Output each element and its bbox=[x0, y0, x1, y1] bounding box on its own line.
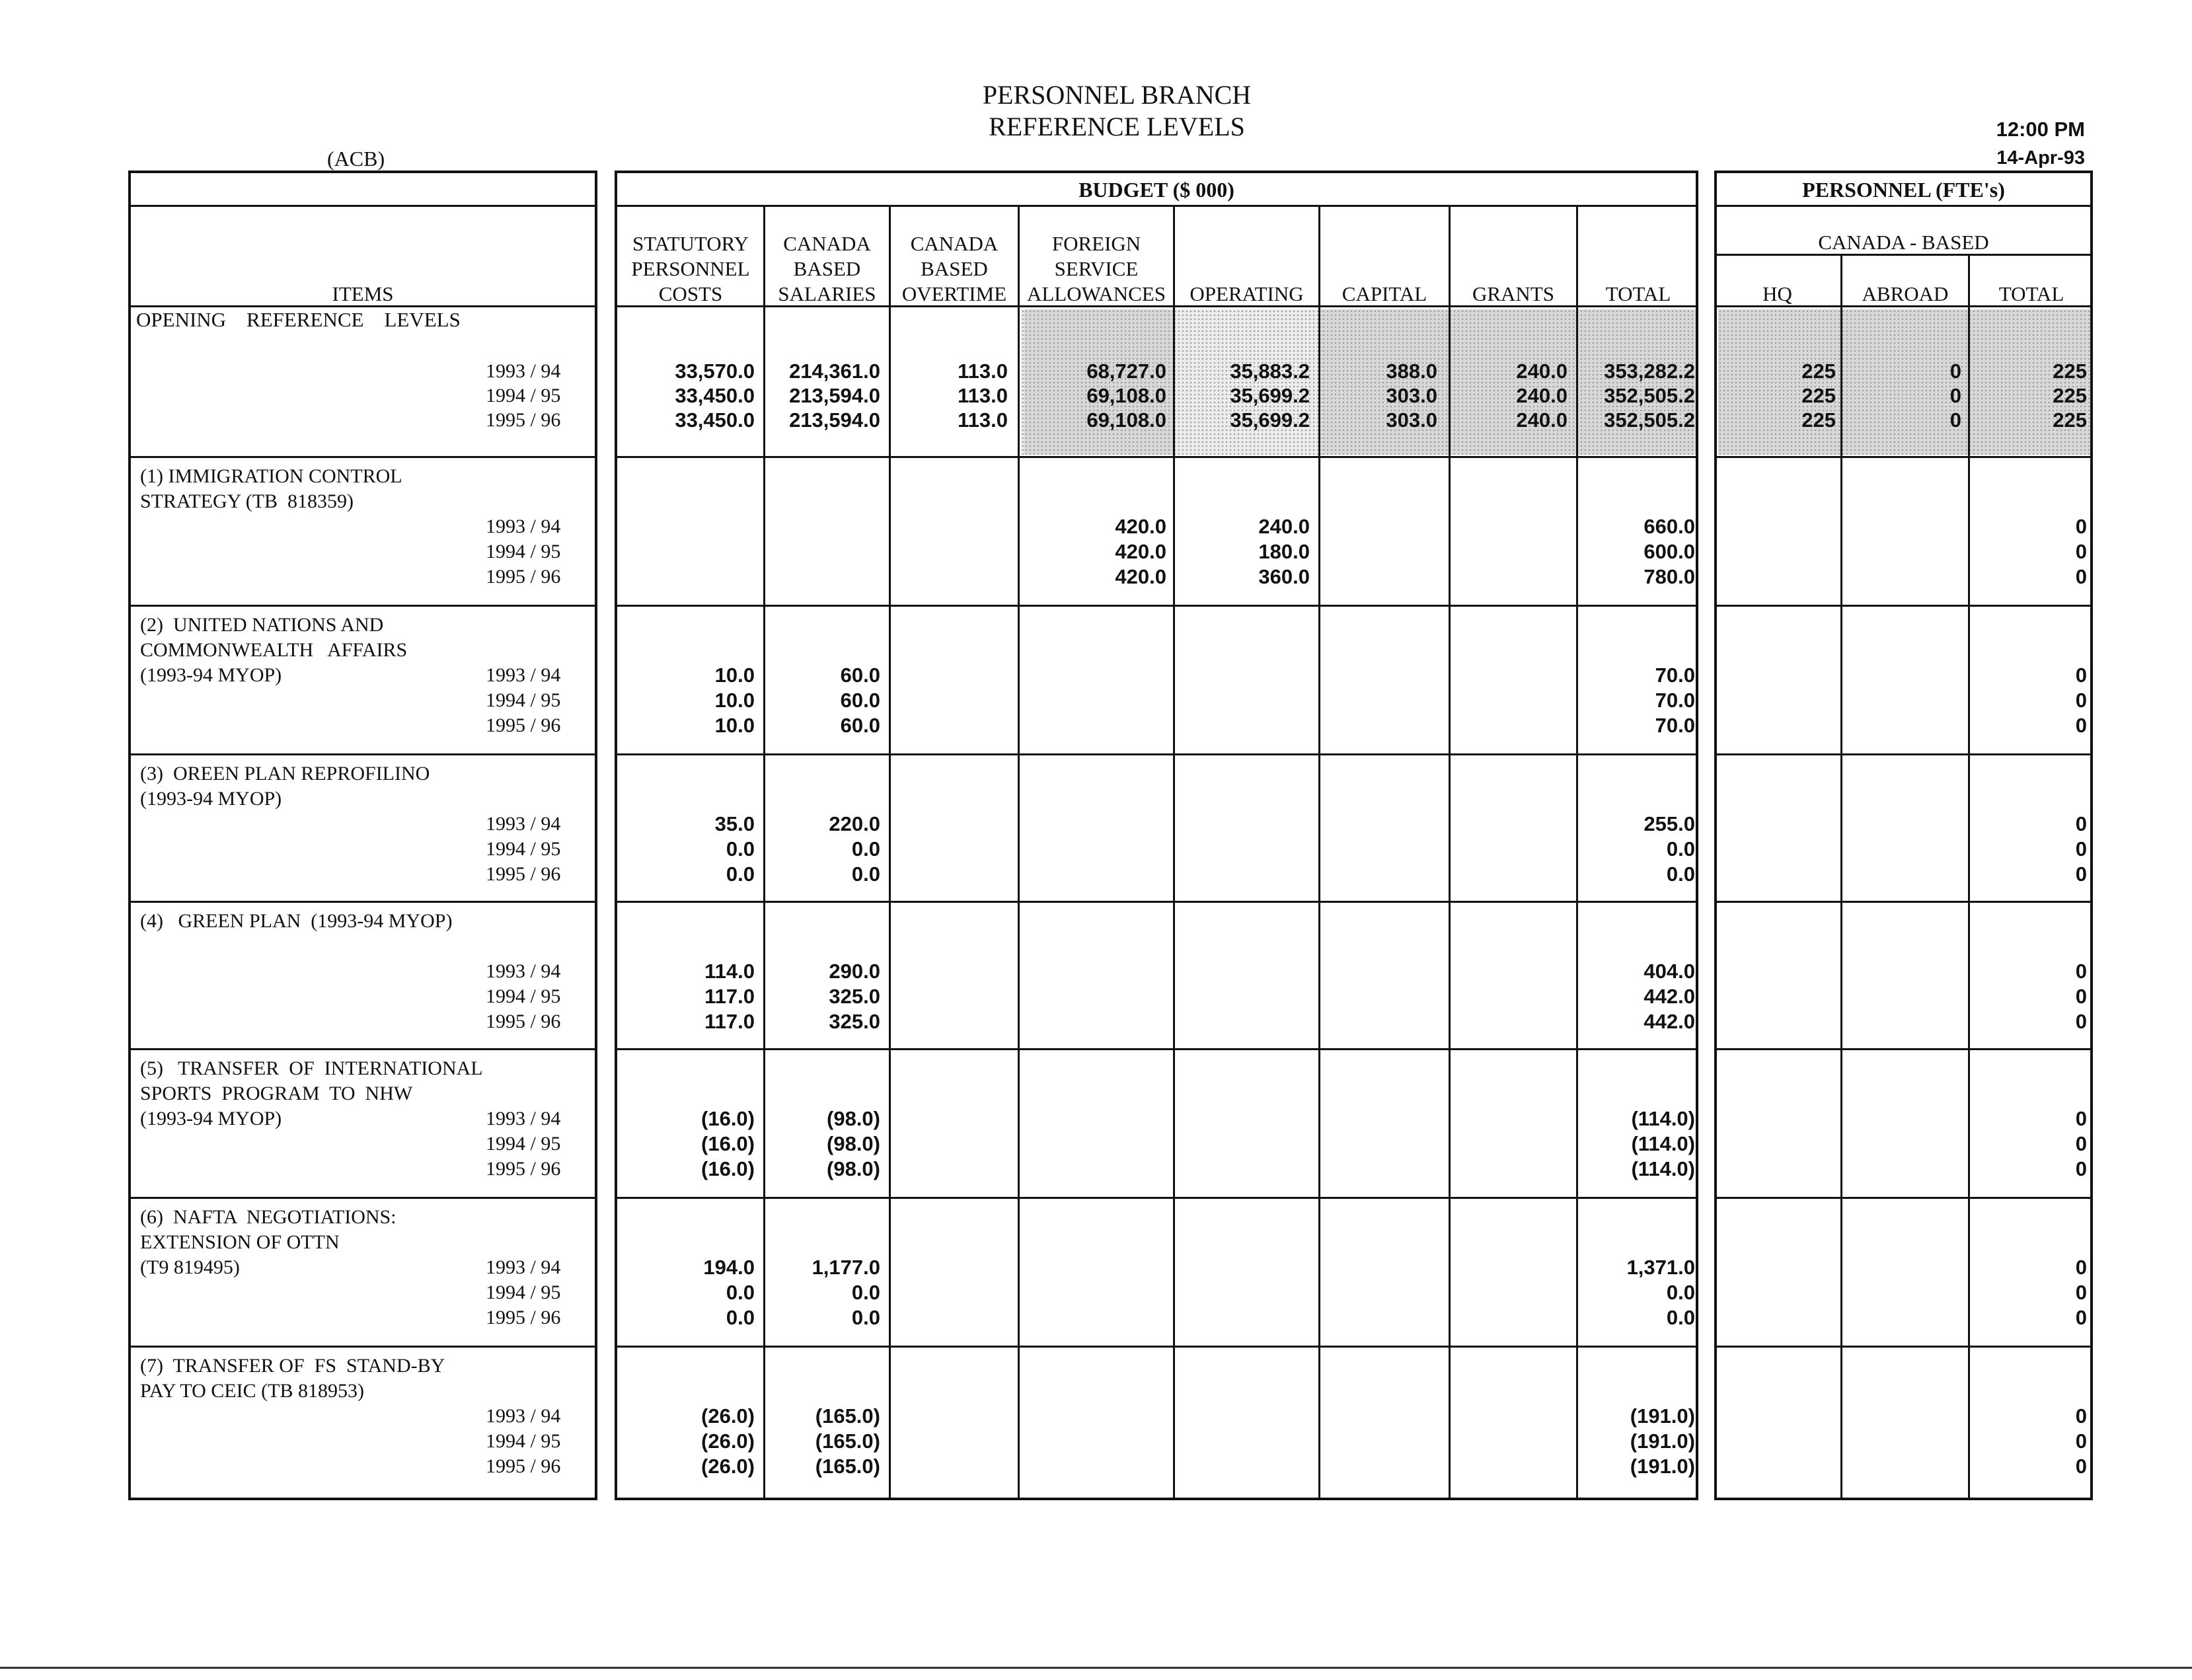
section-rule bbox=[615, 1048, 1698, 1050]
canada-based-header: CANADA - BASED bbox=[1818, 231, 1989, 254]
row-year: 1994 / 95 bbox=[486, 985, 561, 1007]
cell-salaries: (165.0) bbox=[815, 1455, 880, 1478]
cell-total: 70.0 bbox=[1655, 689, 1695, 712]
col-header-grants: GRANTS bbox=[1472, 282, 1554, 305]
row-year: 1995 / 96 bbox=[486, 1455, 561, 1477]
cell-salaries: 0.0 bbox=[851, 1281, 880, 1304]
cell-foreign: 420.0 bbox=[1115, 540, 1166, 563]
cell-abroad: 0 bbox=[1949, 384, 1961, 407]
col-header-total: TOTAL bbox=[1605, 282, 1671, 305]
cell-capital: 303.0 bbox=[1386, 384, 1437, 407]
section-label-line: (1) IMMIGRATION CONTROL bbox=[140, 465, 402, 487]
cell-total: 1,371.0 bbox=[1626, 1256, 1695, 1279]
page-title-line1: PERSONNEL BRANCH bbox=[982, 80, 1252, 110]
cell-total: 442.0 bbox=[1644, 985, 1695, 1008]
cell-fte-total: 225 bbox=[2053, 408, 2087, 432]
section-rule bbox=[1714, 456, 2093, 458]
col-header-fte-total: TOTAL bbox=[1998, 282, 2064, 305]
cell-fte-total: 0 bbox=[2075, 515, 2087, 538]
cell-total: 442.0 bbox=[1644, 1010, 1695, 1033]
section-rule bbox=[128, 1197, 597, 1199]
section-rule bbox=[1714, 605, 2093, 607]
personnel-top-rule bbox=[1714, 205, 2093, 207]
cell-statutory: 10.0 bbox=[714, 664, 755, 687]
cell-salaries: 325.0 bbox=[829, 985, 880, 1008]
section-rule bbox=[615, 456, 1698, 458]
cell-foreign: 420.0 bbox=[1115, 565, 1166, 588]
cell-foreign: 68,727.0 bbox=[1086, 360, 1166, 383]
cell-total: (191.0) bbox=[1630, 1404, 1695, 1428]
cell-total: 0.0 bbox=[1666, 837, 1695, 860]
cell-fte-total: 225 bbox=[2053, 384, 2087, 407]
cell-salaries: 214,361.0 bbox=[789, 360, 880, 383]
cell-fte-total: 0 bbox=[2075, 1455, 2087, 1478]
section-label-line: STRATEGY (TB 818359) bbox=[140, 490, 354, 512]
cell-fte-total: 0 bbox=[2075, 1404, 2087, 1428]
section-rule bbox=[1714, 901, 2093, 903]
row-year: 1995 / 96 bbox=[486, 863, 561, 885]
section-label-line: (7) TRANSFER OF FS STAND-BY bbox=[140, 1355, 445, 1377]
col-divider bbox=[1840, 254, 1842, 1500]
cell-total: (191.0) bbox=[1630, 1455, 1695, 1478]
section-label-line: (3) OREEN PLAN REPROFILINO bbox=[140, 763, 430, 784]
cell-statutory: 0.0 bbox=[726, 1281, 755, 1304]
cell-grants: 240.0 bbox=[1516, 384, 1568, 407]
cell-statutory: 10.0 bbox=[714, 689, 755, 712]
cell-total: 352,505.2 bbox=[1604, 384, 1695, 407]
cell-operating: 180.0 bbox=[1258, 540, 1310, 563]
report-date: 14-Apr-93 bbox=[1996, 147, 2085, 169]
row-year: 1993 / 94 bbox=[486, 515, 561, 537]
cell-fte-total: 0 bbox=[2075, 862, 2087, 886]
cell-statutory: 33,570.0 bbox=[675, 360, 755, 383]
cell-overtime: 113.0 bbox=[958, 360, 1008, 383]
row-year: 1993 / 94 bbox=[486, 664, 561, 686]
cell-fte-total: 0 bbox=[2075, 1281, 2087, 1304]
cell-total: (191.0) bbox=[1630, 1430, 1695, 1453]
cell-statutory: (16.0) bbox=[701, 1132, 755, 1155]
cell-fte-total: 225 bbox=[2053, 360, 2087, 383]
row-year: 1994 / 95 bbox=[486, 1133, 561, 1155]
cell-statutory: (26.0) bbox=[701, 1430, 755, 1453]
row-year: 1993 / 94 bbox=[486, 1405, 561, 1427]
col-header-items: ITEMS bbox=[332, 282, 394, 305]
section-label-line: (1993-94 MYOP) bbox=[140, 788, 282, 810]
cell-operating: 240.0 bbox=[1258, 515, 1310, 538]
section-label-line: (T9 819495) bbox=[140, 1256, 240, 1278]
row-year: 1993 / 94 bbox=[486, 813, 561, 835]
cell-capital: 303.0 bbox=[1386, 408, 1437, 432]
cell-grants: 240.0 bbox=[1516, 360, 1568, 383]
cell-fte-total: 0 bbox=[2075, 985, 2087, 1008]
cell-fte-total: 0 bbox=[2075, 1010, 2087, 1033]
row-year: 1995 / 96 bbox=[486, 1158, 561, 1180]
cell-statutory: 114.0 bbox=[704, 960, 755, 983]
cell-statutory: 10.0 bbox=[714, 714, 755, 737]
cell-statutory: 0.0 bbox=[726, 862, 755, 886]
cell-abroad: 0 bbox=[1949, 360, 1961, 383]
cell-total: 600.0 bbox=[1644, 540, 1695, 563]
cell-statutory: 0.0 bbox=[726, 837, 755, 860]
section-label-line: SPORTS PROGRAM TO NHW bbox=[140, 1083, 413, 1104]
report-time: 12:00 PM bbox=[1996, 118, 2085, 141]
col-header-salaries: CANADA BASED SALARIES bbox=[778, 232, 876, 305]
section-rule bbox=[1714, 753, 2093, 755]
personnel-group-header: PERSONNEL (FTE's) bbox=[1802, 178, 2005, 202]
cell-foreign: 420.0 bbox=[1115, 515, 1166, 538]
cell-fte-total: 0 bbox=[2075, 837, 2087, 860]
cell-fte-total: 0 bbox=[2075, 1107, 2087, 1130]
items-top-rule bbox=[128, 205, 597, 207]
cell-total: (114.0) bbox=[1631, 1157, 1695, 1180]
page-title-line2: REFERENCE LEVELS bbox=[989, 112, 1245, 141]
cell-total: 0.0 bbox=[1666, 1281, 1695, 1304]
row-year: 1994 / 95 bbox=[486, 689, 561, 711]
row-year: 1995 / 96 bbox=[486, 1307, 561, 1328]
section-label-line: EXTENSION OF OTTN bbox=[140, 1231, 340, 1253]
row-year: 1995 / 96 bbox=[486, 714, 561, 736]
col-header-capital: CAPITAL bbox=[1342, 282, 1427, 305]
cell-operating: 35,699.2 bbox=[1230, 384, 1310, 407]
section-rule bbox=[128, 456, 597, 458]
cell-salaries: 290.0 bbox=[829, 960, 880, 983]
cell-overtime: 113.0 bbox=[958, 408, 1008, 432]
cell-fte-total: 0 bbox=[2075, 960, 2087, 983]
section-rule bbox=[128, 1048, 597, 1050]
section-label-line: (6) NAFTA NEGOTIATIONS: bbox=[140, 1206, 397, 1228]
row-year: 1993 / 94 bbox=[486, 1256, 561, 1278]
row-year: 1993 / 94 bbox=[486, 960, 561, 982]
cell-hq: 225 bbox=[1801, 408, 1836, 432]
cell-foreign: 69,108.0 bbox=[1086, 384, 1166, 407]
row-year: 1994 / 95 bbox=[486, 1430, 561, 1452]
cell-total: 404.0 bbox=[1644, 960, 1695, 983]
cell-fte-total: 0 bbox=[2075, 714, 2087, 737]
cell-abroad: 0 bbox=[1949, 408, 1961, 432]
section-rule bbox=[615, 1346, 1698, 1348]
col-header-hq: HQ bbox=[1762, 282, 1792, 305]
cell-foreign: 69,108.0 bbox=[1086, 408, 1166, 432]
section-label-line: PAY TO CEIC (TB 818953) bbox=[140, 1380, 364, 1402]
col-header-operating: OPERATING bbox=[1190, 282, 1304, 305]
cell-total: (114.0) bbox=[1631, 1107, 1695, 1130]
section-rule bbox=[128, 605, 597, 607]
cell-operating: 35,883.2 bbox=[1230, 360, 1310, 383]
cell-fte-total: 0 bbox=[2075, 1157, 2087, 1180]
cell-salaries: 325.0 bbox=[829, 1010, 880, 1033]
cell-statutory: 33,450.0 bbox=[675, 408, 755, 432]
section-rule bbox=[1714, 1197, 2093, 1199]
row-year: 1994 / 95 bbox=[486, 385, 561, 406]
section-label-line: (1993-94 MYOP) bbox=[140, 1108, 282, 1129]
section-rule bbox=[128, 1346, 597, 1348]
section-label-line: COMMONWEALTH AFFAIRS bbox=[140, 639, 408, 661]
cell-total: 70.0 bbox=[1655, 714, 1695, 737]
cell-salaries: (165.0) bbox=[815, 1404, 880, 1428]
cell-statutory: 194.0 bbox=[703, 1256, 755, 1279]
cell-fte-total: 0 bbox=[2075, 1132, 2087, 1155]
cell-fte-total: 0 bbox=[2075, 689, 2087, 712]
cell-salaries: 220.0 bbox=[829, 812, 880, 835]
cell-salaries: 213,594.0 bbox=[789, 384, 880, 407]
cell-statutory: (16.0) bbox=[701, 1107, 755, 1130]
cell-salaries: 0.0 bbox=[851, 837, 880, 860]
section-rule bbox=[615, 1197, 1698, 1199]
cell-total: 255.0 bbox=[1644, 812, 1695, 835]
section-rule bbox=[128, 753, 597, 755]
cell-fte-total: 0 bbox=[2075, 1256, 2087, 1279]
row-year: 1995 / 96 bbox=[486, 409, 561, 431]
cell-salaries: (165.0) bbox=[815, 1430, 880, 1453]
cell-salaries: 0.0 bbox=[851, 1306, 880, 1329]
cell-salaries: (98.0) bbox=[827, 1157, 880, 1180]
section-rule bbox=[615, 901, 1698, 903]
row-year: 1994 / 95 bbox=[486, 1281, 561, 1303]
cell-salaries: 60.0 bbox=[840, 689, 880, 712]
org-code: (ACB) bbox=[327, 147, 385, 171]
row-year: 1994 / 95 bbox=[486, 541, 561, 562]
cell-salaries: 60.0 bbox=[840, 714, 880, 737]
cell-statutory: 0.0 bbox=[726, 1306, 755, 1329]
cell-salaries: 1,177.0 bbox=[812, 1256, 880, 1279]
section-rule bbox=[1714, 1048, 2093, 1050]
cell-overtime: 113.0 bbox=[958, 384, 1008, 407]
section-label-line: (5) TRANSFER OF INTERNATIONAL bbox=[140, 1057, 483, 1079]
section-rule bbox=[1714, 1346, 2093, 1348]
cell-capital: 388.0 bbox=[1386, 360, 1437, 383]
cell-hq: 225 bbox=[1801, 384, 1836, 407]
cell-total: 70.0 bbox=[1655, 664, 1695, 687]
cell-fte-total: 0 bbox=[2075, 540, 2087, 563]
cell-total: 353,282.2 bbox=[1604, 360, 1695, 383]
budget-top-rule bbox=[615, 205, 1698, 207]
cell-salaries: (98.0) bbox=[827, 1107, 880, 1130]
cell-statutory: 33,450.0 bbox=[675, 384, 755, 407]
cell-fte-total: 0 bbox=[2075, 1430, 2087, 1453]
section-label-line: (2) UNITED NATIONS AND bbox=[140, 614, 384, 636]
cell-fte-total: 0 bbox=[2075, 1306, 2087, 1329]
cell-salaries: 0.0 bbox=[851, 862, 880, 886]
row-year: 1993 / 94 bbox=[486, 1108, 561, 1129]
opening-levels-label: OPENING REFERENCE LEVELS bbox=[136, 308, 461, 331]
cell-total: 352,505.2 bbox=[1604, 408, 1695, 432]
section-rule bbox=[615, 753, 1698, 755]
row-year: 1993 / 94 bbox=[486, 360, 561, 382]
cell-fte-total: 0 bbox=[2075, 664, 2087, 687]
cell-salaries: 60.0 bbox=[840, 664, 880, 687]
row-year: 1994 / 95 bbox=[486, 838, 561, 860]
cell-statutory: 117.0 bbox=[704, 1010, 755, 1033]
cell-operating: 35,699.2 bbox=[1230, 408, 1310, 432]
section-label-line: (4) GREEN PLAN (1993-94 MYOP) bbox=[140, 910, 453, 932]
cell-statutory: (26.0) bbox=[701, 1455, 755, 1478]
cell-statutory: (26.0) bbox=[701, 1404, 755, 1428]
col-header-foreign: FOREIGN SERVICE ALLOWANCES bbox=[1026, 232, 1166, 305]
row-year: 1995 / 96 bbox=[486, 566, 561, 588]
cell-total: 660.0 bbox=[1644, 515, 1695, 538]
cell-salaries: 213,594.0 bbox=[789, 408, 880, 432]
row-year: 1995 / 96 bbox=[486, 1011, 561, 1032]
cell-operating: 360.0 bbox=[1258, 565, 1310, 588]
scan-edge-line bbox=[0, 1667, 2192, 1669]
budget-group-header: BUDGET ($ 000) bbox=[1078, 178, 1234, 202]
cell-statutory: 35.0 bbox=[714, 812, 755, 835]
cell-total: 0.0 bbox=[1666, 1306, 1695, 1329]
col-header-abroad: ABROAD bbox=[1862, 282, 1949, 305]
section-rule bbox=[615, 605, 1698, 607]
cell-fte-total: 0 bbox=[2075, 565, 2087, 588]
cell-salaries: (98.0) bbox=[827, 1132, 880, 1155]
cell-statutory: 117.0 bbox=[704, 985, 755, 1008]
section-label-line: (1993-94 MYOP) bbox=[140, 664, 282, 686]
cell-total: (114.0) bbox=[1631, 1132, 1695, 1155]
cell-total: 0.0 bbox=[1666, 862, 1695, 886]
cell-total: 780.0 bbox=[1644, 565, 1695, 588]
col-header-overtime: CANADA BASED OVERTIME bbox=[901, 232, 1007, 305]
col-header-statutory: STATUTORY PERSONNEL COSTS bbox=[631, 232, 750, 305]
cell-grants: 240.0 bbox=[1516, 408, 1568, 432]
section-rule bbox=[128, 901, 597, 903]
cell-hq: 225 bbox=[1801, 360, 1836, 383]
cell-fte-total: 0 bbox=[2075, 812, 2087, 835]
cell-statutory: (16.0) bbox=[701, 1157, 755, 1180]
